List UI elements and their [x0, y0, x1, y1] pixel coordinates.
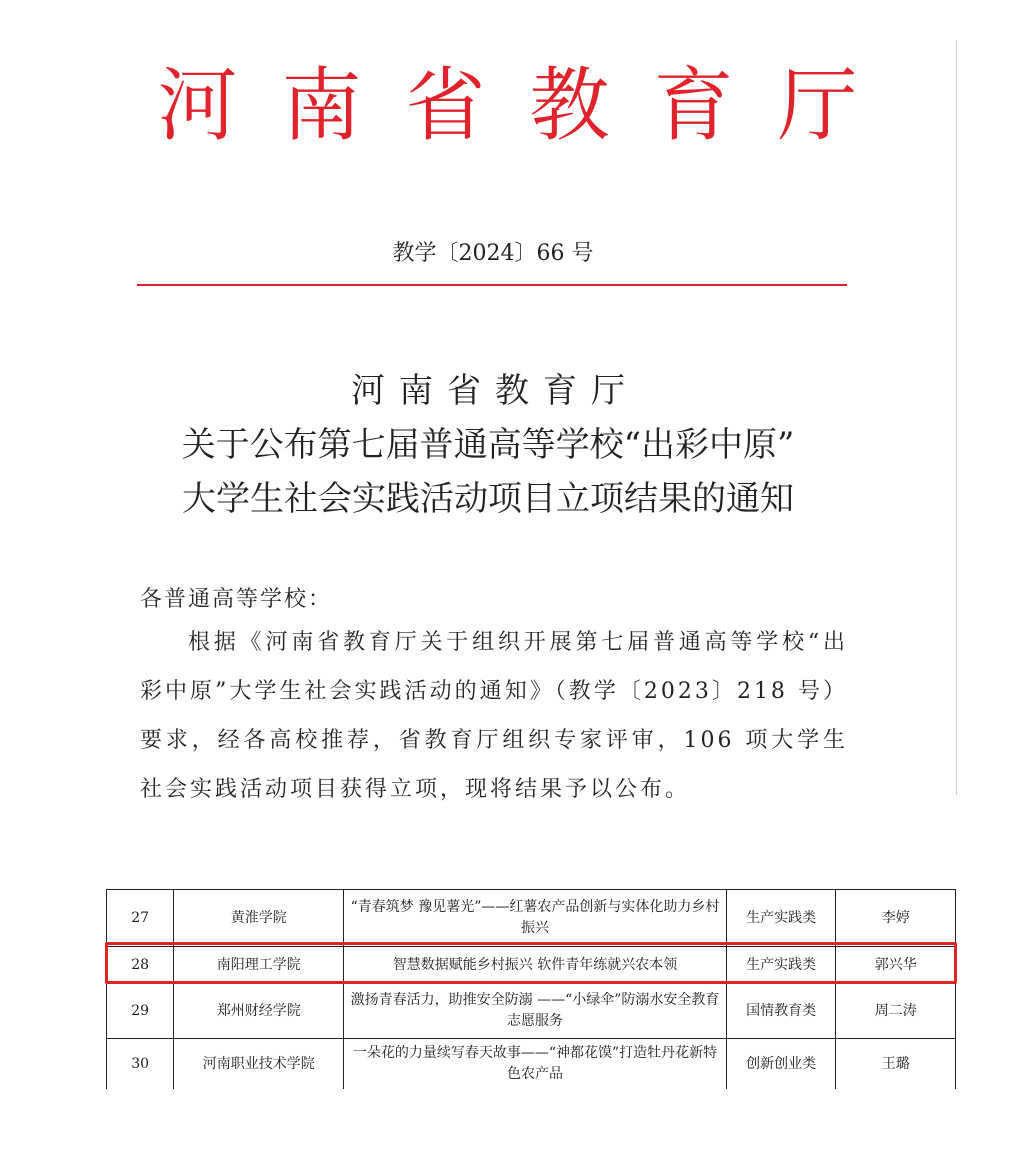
- row-number: 30: [107, 1039, 174, 1090]
- table-row: [107, 890, 956, 947]
- table-row: [107, 984, 956, 1039]
- table-row-highlighted: [107, 947, 956, 984]
- body-paragraph: 根据《河南省教育厅关于组织开展第七届普通高等学校“出彩中原”大学生社会实践活动的通知》（教学〔2023〕218 号）要求，经各高校推荐，省教育厅组织专家评审，106 项大学生社会实践活动项目获得立项，现将结果予以公布。: [140, 630, 848, 802]
- row-number: 28: [107, 947, 174, 984]
- project-leader: 王璐: [836, 1039, 956, 1090]
- row-number: 27: [107, 890, 174, 947]
- results-table: [106, 889, 956, 1089]
- project-category: 国情教育类: [726, 984, 836, 1039]
- project-category: 生产实践类: [726, 890, 836, 947]
- salutation: 各普通高等学校：: [140, 587, 333, 612]
- notice-title-line-3: 大学生社会实践活动项目立项结果的通知: [182, 479, 794, 519]
- school-name: 河南职业技术学院: [174, 1039, 344, 1090]
- page-edge: [956, 40, 957, 795]
- school-name: 郑州财经学院: [174, 984, 344, 1039]
- project-leader: 郭兴华: [836, 947, 956, 984]
- project-title: 一朵花的力量续写春天故事——“神都花馍”打造牡丹花新特色农产品: [344, 1039, 727, 1090]
- project-title: 智慧数据赋能乡村振兴 软件青年练就兴农本领: [344, 947, 727, 984]
- notice-title-line-2: 关于公布第七届普通高等学校“出彩中原”: [181, 425, 795, 465]
- project-title: 激扬青春活力，助推安全防溺 ——“小绿伞”防溺水安全教育志愿服务: [344, 984, 727, 1039]
- project-category: 创新创业类: [726, 1039, 836, 1090]
- project-title: “青春筑梦 豫见薯光”——红薯农产品创新与实体化助力乡村振兴: [344, 890, 727, 947]
- letterhead-title: 河南省教育厅: [157, 59, 902, 152]
- document-number: 教学〔2024〕66 号: [392, 241, 594, 266]
- table-row: [107, 1039, 956, 1090]
- notice-title-line-1: 河南省教育厅: [351, 371, 639, 411]
- project-leader: 李婷: [836, 890, 956, 947]
- school-name: 南阳理工学院: [174, 947, 344, 984]
- project-leader: 周二涛: [836, 984, 956, 1039]
- school-name: 黄淮学院: [174, 890, 344, 947]
- project-category: 生产实践类: [726, 947, 836, 984]
- row-number: 29: [107, 984, 174, 1039]
- red-divider: [137, 284, 847, 286]
